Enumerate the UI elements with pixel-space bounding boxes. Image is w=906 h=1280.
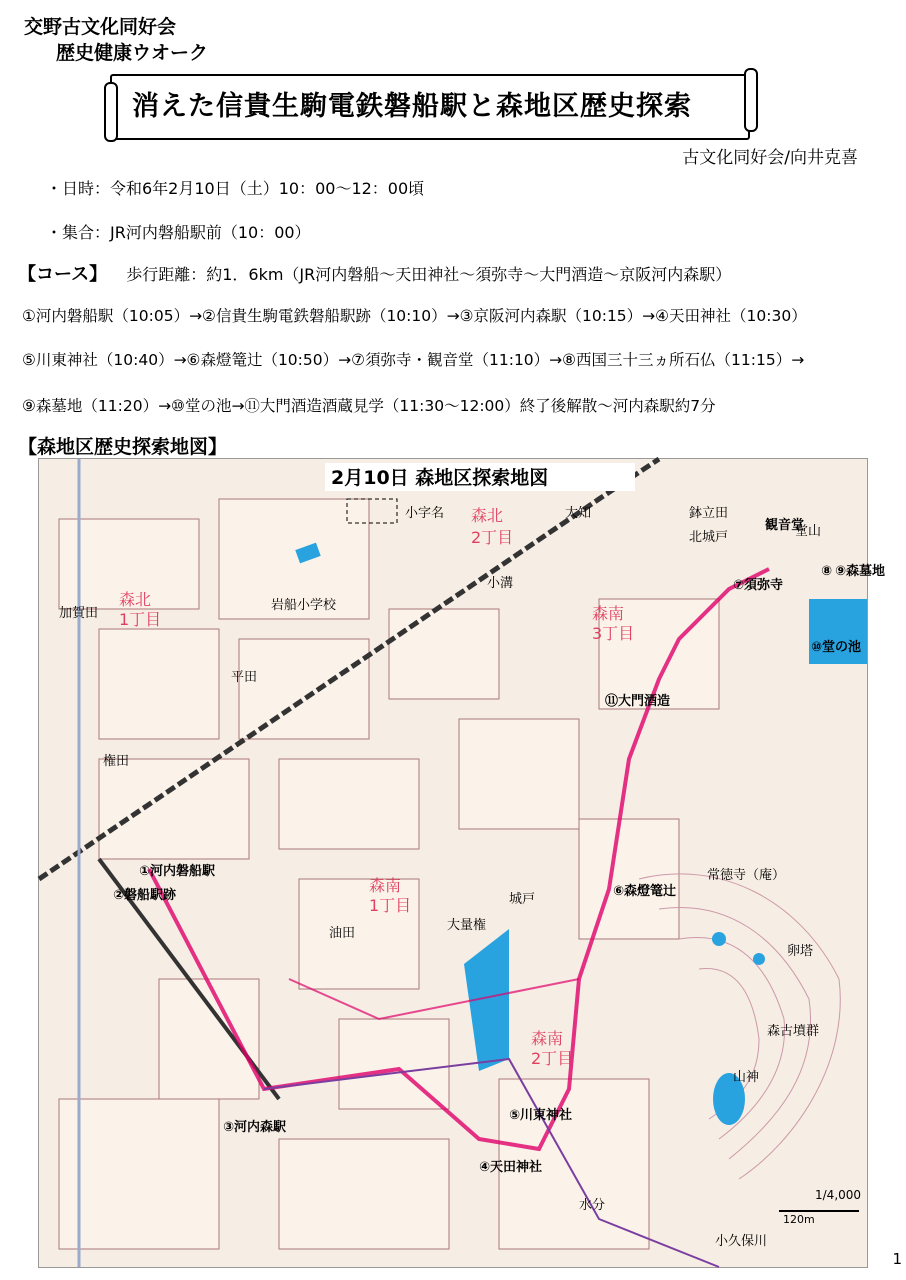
svg-text:②磐船駅跡: ②磐船駅跡 — [113, 888, 177, 903]
course-line-2: ⑤川東神社（10:40）→⑥森燈篭辻（10:50）→⑦須弥寺・観音堂（11:10）→⑧西国三十三ヵ所石仏（11:15）→ — [22, 351, 805, 369]
map-heading: 【森地区歴史探索地図】 — [18, 436, 228, 458]
svg-text:岩船小学校: 岩船小学校 — [271, 598, 337, 613]
club-heading — [24, 14, 208, 66]
map-title: 2月10日 森地区探索地図 — [331, 467, 549, 489]
svg-text:④天田神社: ④天田神社 — [479, 1160, 543, 1175]
svg-text:⑩堂の池: ⑩堂の池 — [811, 640, 862, 655]
event-series: 歴史健康ウオーク — [56, 42, 209, 64]
course-line-3: ⑨森墓地（11:20）→⑩堂の池→⑪大門酒造酒蔵見学（11:30～12:00）終了後解散～河内森駅約7分 — [22, 397, 716, 415]
exploration-map — [38, 458, 886, 1268]
svg-text:森北: 森北 — [471, 506, 504, 525]
svg-text:1丁目: 1丁目 — [369, 896, 412, 915]
svg-text:加賀田: 加賀田 — [59, 606, 99, 621]
svg-text:堂山: 堂山 — [795, 524, 822, 539]
svg-text:卵塔: 卵塔 — [787, 944, 814, 959]
scale-ratio: 1/4,000 — [815, 1188, 862, 1202]
page-number: 1 — [892, 1250, 902, 1268]
svg-text:城戸: 城戸 — [509, 892, 536, 907]
club-name: 交野古文化同好会 — [24, 16, 177, 38]
svg-text:2丁目: 2丁目 — [471, 528, 514, 547]
svg-text:鉢立田: 鉢立田 — [689, 506, 729, 521]
svg-text:⑦須弥寺: ⑦須弥寺 — [733, 578, 784, 593]
svg-text:小溝: 小溝 — [487, 576, 514, 591]
svg-text:森南: 森南 — [531, 1029, 564, 1048]
svg-text:小久保川: 小久保川 — [715, 1234, 768, 1249]
svg-text:1丁目: 1丁目 — [119, 610, 162, 629]
legend-label: 小字名 — [405, 506, 445, 521]
svg-text:⑪大門酒造: ⑪大門酒造 — [605, 694, 671, 709]
page-title: 消えた信貴生駒電鉄磐船駅と森地区歴史探索 — [132, 91, 692, 122]
course-distance: 歩行距離：約1．6km（JR河内磐船～天田神社～須弥寺～大門酒造～京阪河内森駅） — [126, 265, 732, 284]
svg-text:森南: 森南 — [592, 604, 625, 623]
svg-text:権田: 権田 — [103, 754, 130, 769]
svg-text:⑤川東神社: ⑤川東神社 — [509, 1108, 573, 1123]
svg-text:①河内磐船駅: ①河内磐船駅 — [139, 864, 216, 879]
svg-text:森古墳群: 森古墳群 — [767, 1024, 820, 1039]
svg-text:大知: 大知 — [565, 506, 592, 521]
svg-text:山神: 山神 — [733, 1070, 760, 1085]
svg-text:森南: 森南 — [369, 876, 402, 895]
svg-text:3丁目: 3丁目 — [592, 624, 635, 643]
course-header-row — [18, 260, 731, 286]
author: 古文化同好会/向井克喜 — [682, 148, 858, 168]
svg-text:2丁目: 2丁目 — [531, 1049, 574, 1068]
svg-text:観音堂: 観音堂 — [765, 518, 805, 533]
svg-text:北城戸: 北城戸 — [689, 530, 729, 545]
svg-text:水分: 水分 — [579, 1198, 606, 1213]
svg-text:⑧: ⑧ — [821, 564, 833, 579]
svg-text:油田: 油田 — [329, 926, 356, 941]
svg-text:⑥森燈篭辻: ⑥森燈篭辻 — [613, 884, 677, 899]
map-svg — [39, 459, 886, 1267]
svg-text:⑨森墓地: ⑨森墓地 — [835, 564, 886, 579]
course-heading: 【コース】 — [18, 264, 108, 285]
meeting-line: ・集合：JR河内磐船駅前（10：00） — [46, 223, 311, 242]
svg-text:常徳寺（庵）: 常徳寺（庵） — [707, 868, 786, 883]
svg-text:③河内森駅: ③河内森駅 — [223, 1120, 287, 1135]
scale-bar: 120m — [783, 1213, 815, 1226]
svg-text:平田: 平田 — [231, 670, 258, 685]
datetime-line: ・日時：令和6年2月10日（土）10：00～12：00頃 — [46, 179, 425, 198]
svg-text:大量権: 大量権 — [447, 918, 487, 933]
course-line-1: ①河内磐船駅（10:05）→②信貴生駒電鉄磐船駅跡（10:10）→③京阪河内森駅（10:15）→④天田神社（10:30） — [22, 307, 807, 325]
svg-text:森北: 森北 — [119, 590, 152, 609]
